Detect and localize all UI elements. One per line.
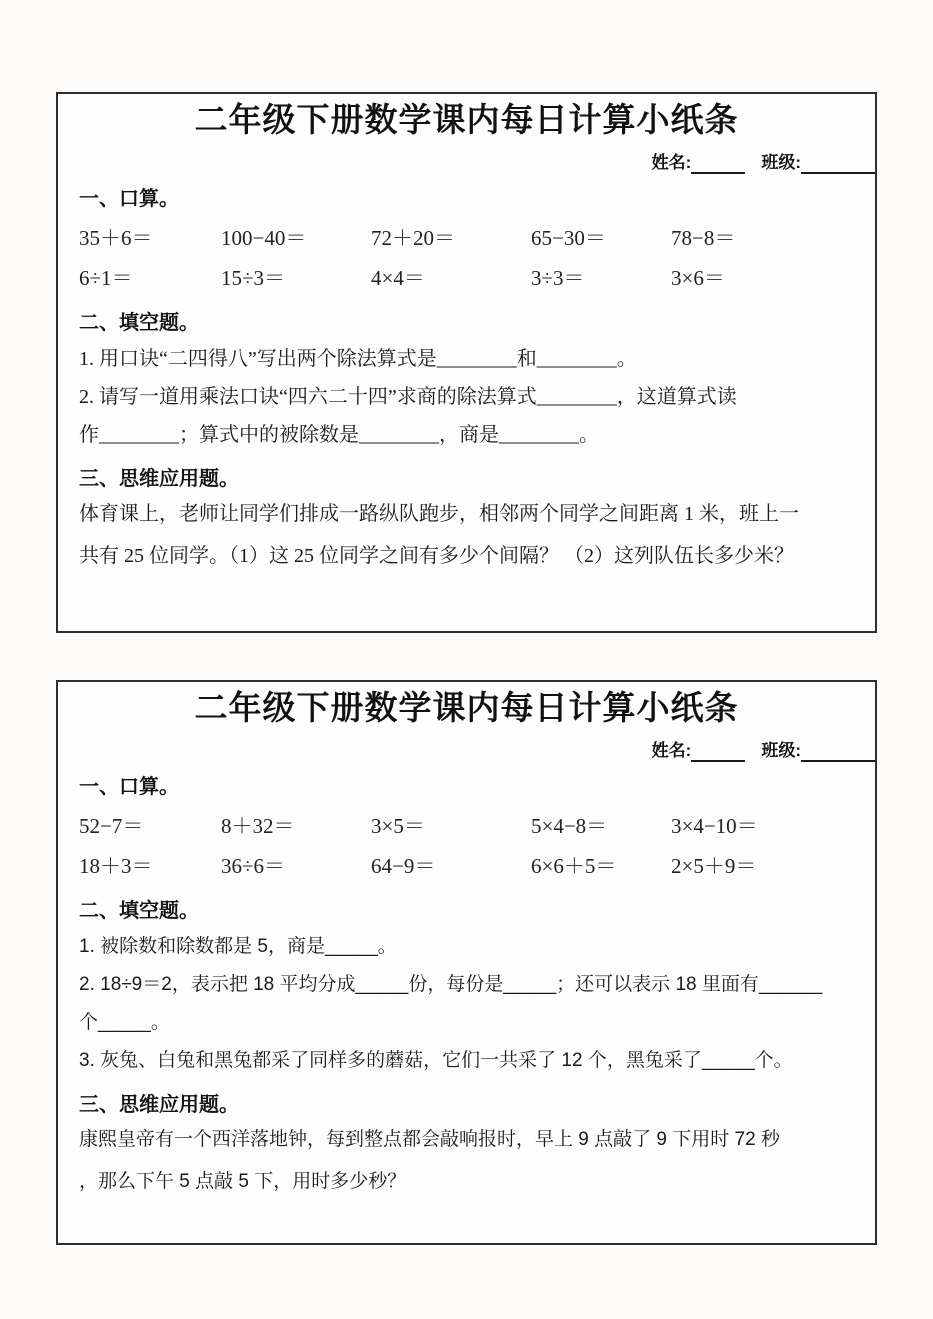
name-class-row xyxy=(79,149,875,174)
name-label: 姓名: xyxy=(651,741,692,760)
name-class-row xyxy=(79,737,875,762)
fill-question-2-line-2: 个_____。 xyxy=(79,1012,170,1033)
sheet-title: 二年级下册数学课内每日计算小纸条 xyxy=(194,101,739,138)
oral-expression: 78−8＝ xyxy=(671,226,736,250)
fill-question-1: 1. 被除数和除数都是 5，商是_____。 xyxy=(79,936,397,957)
oral-calculation-grid xyxy=(79,218,854,298)
worksheet-2 xyxy=(56,680,877,1245)
oral-expression: 3×4−10＝ xyxy=(671,814,758,838)
oral-expression: 36÷6＝ xyxy=(221,854,286,878)
fill-question-2-line-2: 作________；算式中的被除数是________，商是________。 xyxy=(79,424,599,446)
class-blank xyxy=(801,152,875,174)
oral-expression: 4×4＝ xyxy=(371,266,425,290)
apply-question-line-1: 康熙皇帝有一个西洋落地钟，每到整点都会敲响报时，早上 9 点敲了 9 下用时 72 秒 xyxy=(79,1129,780,1150)
oral-section-header: 一、口算。 xyxy=(79,776,179,798)
oral-expression: 64−9＝ xyxy=(371,854,436,878)
fill-question-3: 3. 灰兔、白兔和黑兔都采了同样多的蘑菇，它们一共采了 12 个，黑兔采了_____个。 xyxy=(79,1050,793,1071)
name-label: 姓名: xyxy=(651,153,692,172)
apply-section-header: 三、思维应用题。 xyxy=(79,468,239,490)
fill-question-2-line-1: 2. 请写一道用乘法口诀“四六二十四”求商的除法算式________，这道算式读 xyxy=(79,386,737,408)
oral-expression: 3×5＝ xyxy=(371,814,425,838)
oral-expression: 65−30＝ xyxy=(531,226,606,250)
oral-calculation-grid xyxy=(79,806,854,886)
oral-expression: 52−7＝ xyxy=(79,814,144,838)
oral-expression: 35＋6＝ xyxy=(79,226,153,250)
oral-expression: 72＋20＝ xyxy=(371,226,455,250)
oral-expression: 15÷3＝ xyxy=(221,266,286,290)
oral-expression: 5×4−8＝ xyxy=(531,814,608,838)
class-blank xyxy=(801,740,875,762)
apply-question-line-2: ，那么下午 5 点敲 5 下，用时多少秒？ xyxy=(79,1171,407,1192)
oral-expression: 2×5＋9＝ xyxy=(671,854,757,878)
class-label: 班级: xyxy=(761,741,801,760)
fill-section-header: 二、填空题。 xyxy=(79,900,199,922)
oral-expression: 6÷1＝ xyxy=(79,266,133,290)
name-blank xyxy=(691,152,745,174)
oral-expression: 3÷3＝ xyxy=(531,266,585,290)
class-label: 班级: xyxy=(761,153,801,172)
apply-question-line-1: 体育课上，老师让同学们排成一路纵队跑步，相邻两个同学之间距离 1 米，班上一 xyxy=(79,503,799,525)
fill-question-1: 1. 用口诀“二四得八”写出两个除法算式是________和________。 xyxy=(79,348,637,370)
name-blank xyxy=(691,740,745,762)
oral-expression: 100−40＝ xyxy=(221,226,307,250)
sheet-title: 二年级下册数学课内每日计算小纸条 xyxy=(194,689,739,726)
worksheet-1 xyxy=(56,92,877,633)
fill-section-header: 二、填空题。 xyxy=(79,312,199,334)
oral-expression: 8＋32＝ xyxy=(221,814,295,838)
oral-expression: 3×6＝ xyxy=(671,266,725,290)
oral-expression: 6×6＋5＝ xyxy=(531,854,617,878)
oral-section-header: 一、口算。 xyxy=(79,188,179,210)
oral-expression: 18＋3＝ xyxy=(79,854,153,878)
apply-section-header: 三、思维应用题。 xyxy=(79,1094,239,1116)
fill-question-2-line-1: 2. 18÷9＝2，表示把 18 平均分成_____份，每份是_____；还可以表示 18 里面有______ xyxy=(79,974,823,995)
apply-question-line-2: 共有 25 位同学。（1）这 25 位同学之间有多少个间隔？ （2）这列队伍长多少米？ xyxy=(79,545,794,567)
